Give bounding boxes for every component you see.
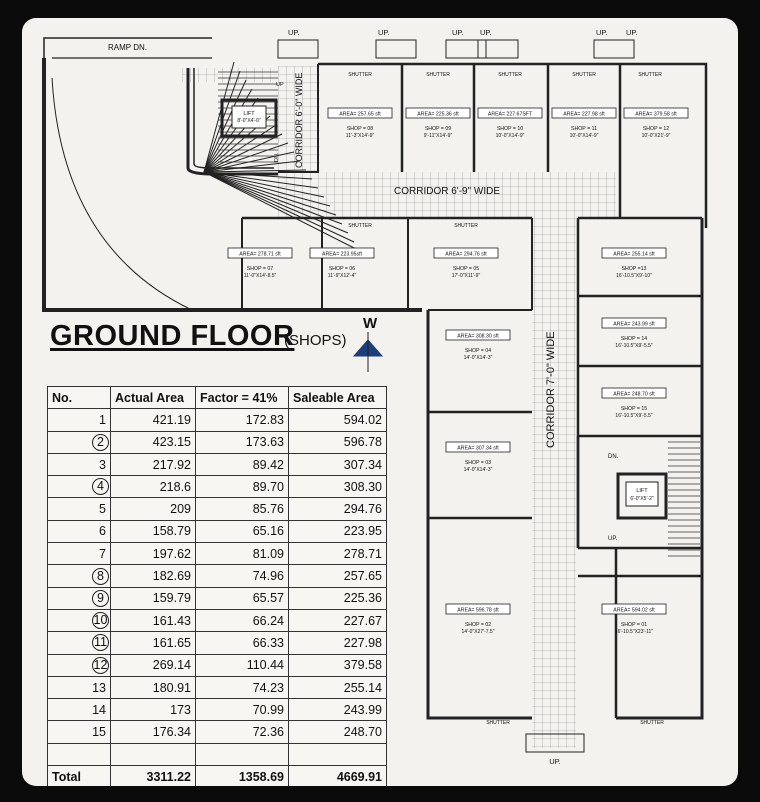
cell-factor: 85.76 [196,498,289,520]
cell-actual-area: 176.34 [111,721,196,743]
shop-label [602,604,666,635]
cell-factor: 74.23 [196,676,289,698]
up-label: UP. [452,28,464,37]
cell-shop-no: 6 [48,520,111,542]
shop-name-label: SHOP = 10 [496,126,524,132]
table-row [48,721,387,743]
shop-name-label: SHOP = 01 [620,622,648,628]
up-label: UP. [596,28,608,37]
up-label: UP. [378,28,390,37]
shop-name-label: SHOP = 04 [464,348,492,354]
up-label: UP. [626,28,638,37]
table-row [48,676,387,698]
shop-area-label: AREA= 257.65 sft [339,111,381,118]
cell-shop-no [48,632,111,654]
cell-saleable-area: 308.30 [289,476,387,498]
bottom-up-label: UP. [549,757,561,766]
shop-area-label: AREA= 243.99 sft [613,321,655,328]
shop-name-label: SHOP = 05 [452,266,480,272]
col-header-actual: Actual Area [111,387,196,409]
corridor-label-horizontal: CORRIDOR 6'-9" WIDE [394,186,501,197]
shop-dimension-label: 9'-11"X14'-9" [423,133,453,139]
cell-actual-area: 421.19 [111,409,196,431]
total-saleable: 4669.91 [289,766,387,786]
page-title: GROUND FLOOR [50,320,295,352]
cell-factor: 74.96 [196,565,289,587]
shop-dimension-label: 16'-10.5"X9'-10" [616,273,652,279]
shop-label [328,108,392,139]
shop-label [478,108,542,139]
cell-shop-no: 14 [48,699,111,721]
cell-saleable-area: 307.34 [289,453,387,475]
shop-area-label: AREA= 223.95sft [322,251,362,258]
shop-name-label: SHOP = 02 [464,622,492,628]
shop-area-label: AREA= 596.78 sft [457,607,499,614]
cell-saleable-area: 255.14 [289,676,387,698]
cell-shop-no [48,654,111,676]
shutter-label: SHUTTER [486,720,510,726]
shop-label [446,442,510,473]
total-label: Total [48,766,111,786]
col-header-no: No. [48,387,111,409]
circled-shop-no: 12 [93,657,108,672]
cell-saleable-area: 227.67 [289,609,387,631]
shop-label [602,388,666,419]
cell-saleable-area: 294.76 [289,498,387,520]
shop-area-label: AREA= 294.76 sft [445,251,487,258]
shop-name-label: SHOP = 03 [464,460,492,466]
table-row [48,431,387,453]
shutter-label: SHUTTER [638,72,662,78]
cell-factor: 66.33 [196,632,289,654]
circled-shop-no: 8 [92,568,109,585]
shop-area-label: AREA= 248.70 sft [613,391,655,398]
cell-actual-area: 209 [111,498,196,520]
shop-dimension-label: 16'-10.5"X23'-11" [614,629,654,635]
cell-shop-no [48,476,111,498]
cell-saleable-area: 223.95 [289,520,387,542]
cell-saleable-area: 248.70 [289,721,387,743]
shop-area-label: AREA= 255.14 sft [613,251,655,258]
shutter-label: SHUTTER [572,72,596,78]
shutter-label: SHUTTER [426,72,450,78]
col-header-saleable: Saleable Area [289,387,387,409]
shop-dimension-label: 16'-10.5"X9'-5.5" [615,413,653,419]
table-row [48,476,387,498]
shop-dimension-label: 14'-0"X27'-7.5" [461,629,495,635]
cell-saleable-area: 257.65 [289,565,387,587]
lift-right [618,474,666,518]
shop-label [552,108,616,139]
cell-saleable-area: 278.71 [289,543,387,565]
shop-label [602,318,666,349]
floor-plan-sheet [22,18,738,786]
shutter-label: SHUTTER [454,223,478,229]
cell-actual-area: 197.62 [111,543,196,565]
shop-name-label: SHOP = 06 [328,266,356,272]
cell-actual-area: 161.43 [111,609,196,631]
table-row [48,699,387,721]
shop-label [602,248,666,279]
cell-shop-no [48,431,111,453]
cell-actual-area: 217.92 [111,453,196,475]
cell-factor: 110.44 [196,654,289,676]
shop-dimension-label: 14'-0"X14'-3" [463,467,493,473]
cell-actual-area: 218.6 [111,476,196,498]
shutter-label: SHUTTER [348,223,372,229]
circled-shop-no: 10 [93,613,108,628]
cell-saleable-area: 225.36 [289,587,387,609]
shop-dimension-label: 11'-9"X12'-4" [327,273,357,279]
cell-factor: 173.63 [196,431,289,453]
circled-shop-no: 2 [92,434,109,451]
shop-label [624,108,688,139]
shop-name-label: SHOP = 12 [642,126,670,132]
table-blank-row [48,743,387,765]
shop-dimension-label: 17'-0"X11'-9" [451,273,481,279]
cell-actual-area: 180.91 [111,676,196,698]
cell-saleable-area: 596.78 [289,431,387,453]
cell-factor: 65.57 [196,587,289,609]
shop-label [446,604,510,635]
cell-factor: 89.70 [196,476,289,498]
table-row [48,587,387,609]
cell-actual-area: 159.79 [111,587,196,609]
cell-factor: 81.09 [196,543,289,565]
cell-shop-no [48,609,111,631]
shutter-label: SHUTTER [640,720,664,726]
table-row [48,543,387,565]
shop-area-label: AREA= 308.30 sft [457,333,499,340]
circled-shop-no: 4 [92,478,109,495]
table-row [48,520,387,542]
shop-area-label: AREA= 225.36 sft [417,111,459,118]
shutter-label: SHUTTER [498,72,522,78]
shop-label [310,248,374,279]
shop-area-label: AREA= 379.58 sft [635,111,677,118]
circled-shop-no: 11 [92,634,109,651]
cell-shop-no: 7 [48,543,111,565]
shutter-label: SHUTTER [348,72,372,78]
shop-label [228,248,292,279]
shop-name-label: SHOP = 15 [620,406,648,412]
cell-saleable-area: 379.58 [289,654,387,676]
col-header-factor: Factor = 41% [196,387,289,409]
lift-right-label: LIFT [636,488,648,494]
shop-dimension-label: 10'-0"X21'-9" [641,133,671,139]
cell-actual-area: 269.14 [111,654,196,676]
cell-saleable-area: 594.02 [289,409,387,431]
cell-factor: 89.42 [196,453,289,475]
cell-saleable-area: 227.98 [289,632,387,654]
table-row [48,654,387,676]
cell-saleable-area: 243.99 [289,699,387,721]
total-factor: 1358.69 [196,766,289,786]
up-label: UP. [480,28,492,37]
cell-shop-no [48,565,111,587]
shop-label [406,108,470,139]
table-row [48,409,387,431]
shop-name-label: SHOP = 09 [424,126,452,132]
shop-dimension-label: 11'-3"X14'-9" [345,133,375,139]
ramp-arc [52,78,192,310]
cell-shop-no: 3 [48,453,111,475]
shop-dimension-label: 14'-0"X14'-3" [463,355,493,361]
circled-shop-no: 9 [92,590,109,607]
shop-label [446,330,510,361]
stair-dn-label: DN. [274,152,280,162]
stair-right-up-label: UP. [608,536,618,542]
shop-name-label: SHOP =13 [621,266,647,272]
shop-name-label: SHOP = 07 [246,266,274,272]
shop-area-label: AREA= 227.67SFT [487,111,533,118]
table-row [48,565,387,587]
cell-shop-no: 15 [48,721,111,743]
cell-shop-no: 13 [48,676,111,698]
shop-dimension-label: 10'-0"X14'-9" [569,133,599,139]
shop-label [434,248,498,279]
table-header-row [48,387,387,409]
lift-right-size: 6'-0"X5'-2" [630,496,654,502]
cell-actual-area: 158.79 [111,520,196,542]
shop-dimension-label: 10'-0"X14'-9" [495,133,525,139]
table-row [48,453,387,475]
lift-top-size: 8'-0"X4'-0" [237,118,261,124]
lift-top-label: LIFT [243,111,255,117]
corridor-label-vertical-left: CORRIDOR 6'-0" WIDE [294,72,304,168]
shop-name-label: SHOP = 11 [571,126,597,132]
shop-dimension-label: 11'-0"X14'-8.5" [243,273,277,279]
shop-name-label: SHOP = 08 [346,126,374,132]
cell-shop-no: 1 [48,409,111,431]
north-arrow-icon [354,332,382,372]
table-total-row [48,766,387,786]
shop-area-label: AREA= 307.34 sft [457,445,499,452]
cell-actual-area: 161.65 [111,632,196,654]
shop-name-label: SHOP = 14 [620,336,648,342]
table-row [48,609,387,631]
cell-actual-area: 423.15 [111,431,196,453]
shop-dimension-label: 16'-10.5"X9'-5.5" [615,343,653,349]
cell-shop-no [48,587,111,609]
stair-up-label: UP [276,82,284,88]
stair-right-dn-label: DN. [608,454,619,460]
table-row [48,632,387,654]
cell-actual-area: 182.69 [111,565,196,587]
cell-factor: 70.99 [196,699,289,721]
cell-factor: 65.16 [196,520,289,542]
total-actual: 3311.22 [111,766,196,786]
ramp-label: RAMP DN. [108,43,147,52]
shop-area-label: AREA= 278.71 sft [239,251,281,258]
cell-factor: 172.83 [196,409,289,431]
up-label: UP. [288,28,300,37]
corridor-label-main: CORRIDOR 7'-0" WIDE [545,331,557,448]
cell-factor: 66.24 [196,609,289,631]
table-row [48,498,387,520]
shop-area-label: AREA= 227.98 sft [563,111,605,118]
shop-area-label: AREA= 594.02 sft [613,607,655,614]
page-subtitle: (SHOPS) [284,332,347,349]
cell-factor: 72.36 [196,721,289,743]
area-table [47,386,387,786]
cell-actual-area: 173 [111,699,196,721]
cell-shop-no: 5 [48,498,111,520]
compass-direction-label: W [363,315,378,332]
